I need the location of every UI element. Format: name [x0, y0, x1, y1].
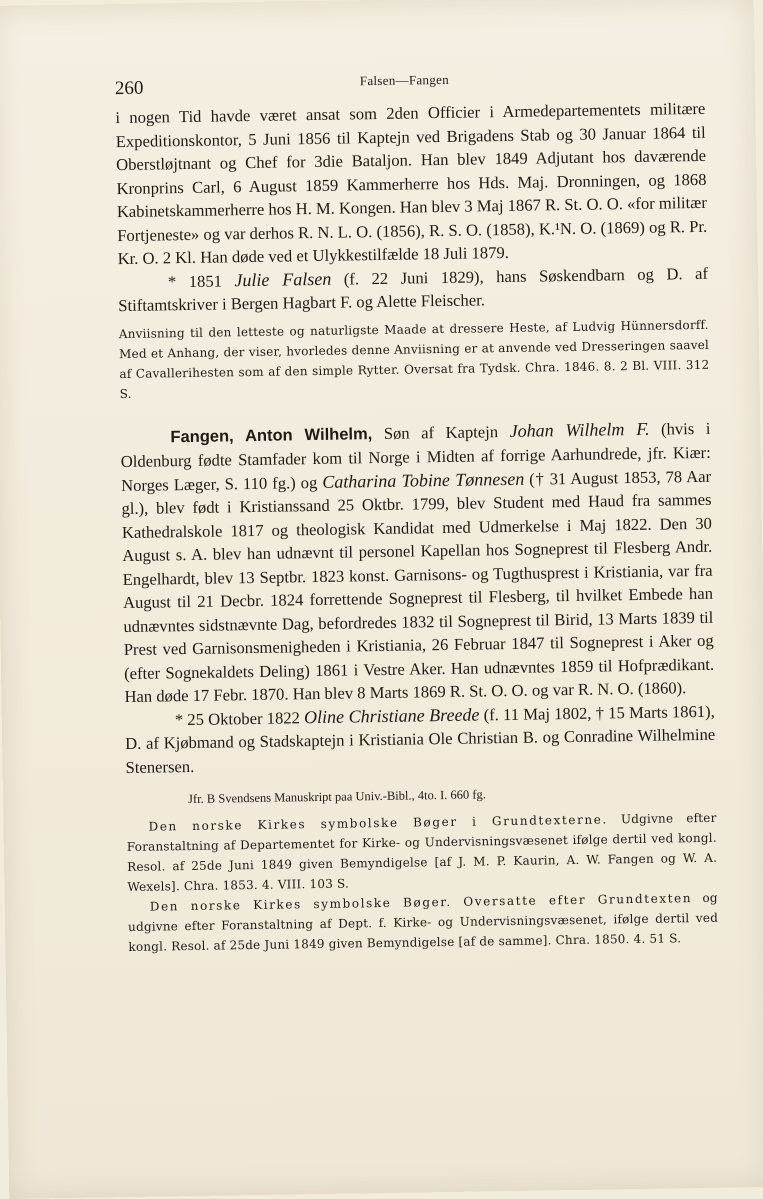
fangen-headword: Fangen, Anton Wilhelm,: [170, 424, 373, 446]
fangen-reference: Jfr. B Svendsens Manuskript paa Univ.-Bibl., 4to. I. 660 fg.: [187, 787, 486, 807]
fangen-work-2-details: og udgivne efter Foranstaltning af Dept. f. Kirke- og Undervisningsvæsenet, ifølge dertil ved kongl. Resol. af 25de Juni 1849 given Bemyndigelse [af de samme]. Chra. 1850. 4. 51 S.: [127, 890, 719, 954]
running-title: Falsen—Fangen: [359, 71, 450, 89]
falsen-bibliography: Anviisning til den letteste og naturligste Maade at dressere Heste, af Ludvig Hünnersdorff. Med et Anhang, der viser, hvorledes denne Anviisning er at anvende ved Dresseringen saavel af Cavallerihesten som af den simple Rytter. Oversat fra Tydsk. Chra. 1846. 8. 2 Bl. VIII. 312 S.: [118, 317, 710, 401]
falsen-marriage-details: (f. 22 Juni 1829), hans Søskendbarn og D. af Stiftamtskriver i Bergen Hagbart F. og Alette Fleischer.: [118, 263, 709, 316]
page-number: 260: [114, 77, 144, 100]
fangen-work-2-title: Den norske Kirkes symbolske Bøger. Oversatte efter Grundtexten: [149, 891, 693, 914]
fangen-biography-paragraph: [120, 416, 714, 708]
fangen-work-1-title: Den norske Kirkes symbolske Bøger i Grundtexterne.: [148, 812, 608, 834]
fangen-work-1: [126, 808, 717, 897]
page-body: [115, 97, 718, 957]
fangen-father-name: Johan Wilhelm F.: [509, 418, 650, 441]
fangen-work-2: [128, 888, 719, 957]
falsen-career-paragraph: i nogen Tid havde været ansat som 2den Officier i Armedepartementets militære Expeditionskontor, 5 Juni 1856 til Kaptejn ved Brigadens Stab og 30 Januar 1864 til Oberstløjtnant og Chef for 3die Bataljon. Han blev 1849 Adjutant hos daværende Kronprins Carl, 6 August 1859 Kammerherre hos Hds. Maj. Dronningen, og 1868 Kabinetskammerherre hos H. M. Kongen. Han blev 3 Maj 1867 R. St. O. O. «for militær Fortjeneste» og var derhos R. N. L. O. (1856), R. S. O. (1858), K.¹N. O. (1869) og R. Pr. Kr. O. 2 Kl. Han døde ved et Ulykkestilfælde 18 Juli 1879.: [115, 98, 708, 269]
fangen-mother-name: Catharina Tobine Tønnesen: [322, 468, 525, 492]
page-header: [115, 63, 705, 98]
falsen-wife-name: Julie Falsen: [234, 268, 332, 290]
fangen-wife-name: Oline Christiane Breede: [303, 703, 480, 727]
fangen-marriage-details: (f. 11 Maj 1802, † 15 Marts 1861), D. af Kjøbmand og Stadskaptejn i Kristiania Ole Christian B. og Conradine Wilhelmine Stenersen.: [125, 701, 716, 777]
fangen-work-1-details: Udgivne efter Foranstaltning af Departementet for Kirke- og Undervisningsvæsenet ifølge dertil ved kongl. Resol. af 25de Juni 1849 given Bemyndigelse [af J. M. P. Kaurin, A. W. Fangen og W. A. Wexels]. Chra. 1853. 4. VIII. 103 S.: [126, 810, 718, 895]
fangen-marriage-date: * 25 Oktober 1822: [174, 707, 305, 729]
fangen-text-3: († 31 August 1853, 78 Aar gl.), blev født i Kristianssand 25 Oktbr. 1799, blev Student med Haud fra sammes Kathedralskole 1817 og theologisk Kandidat med Udmerkelse i Maj 1822. Den 30 August s. A. blev han udnævnt til personel Kapellan hos Sogneprest til Flesberg Andr. Engelhardt, blev 13 Septbr. 1823 konst. Garnisons- og Tugthusprest i Kristiania, var fra August til 21 Decbr. 1824 forrettende Sogneprest til Flesberg, til hvilket Embede han udnævntes sidstnævnte Dag, befordredes 1832 til Sogneprest til Birid, 13 Marts 1839 til Prest ved Garnisonsmenigheden i Kristiania, 26 Februar 1847 til Sogneprest i Aker og (efter Sognekaldets Deling) 1861 i Vestre Aker. Han udnævntes 1859 til Hofprædikant. Han døde 17 Febr. 1870. Han blev 8 Marts 1869 R. St. O. O. og var R. N. O. (1860).: [121, 466, 715, 707]
fangen-marriage-paragraph: [125, 699, 716, 779]
fangen-text-1: Søn af Kaptejn: [372, 421, 510, 443]
falsen-marriage-date: * 1851: [167, 270, 235, 291]
fangen-text-2: (hvis i Oldenburg fødte Stamfader kom til Norge i Midten af forrige Aarhundrede, jfr. Kiær: Norges Læger, S. 110 fg.) og: [120, 418, 711, 495]
